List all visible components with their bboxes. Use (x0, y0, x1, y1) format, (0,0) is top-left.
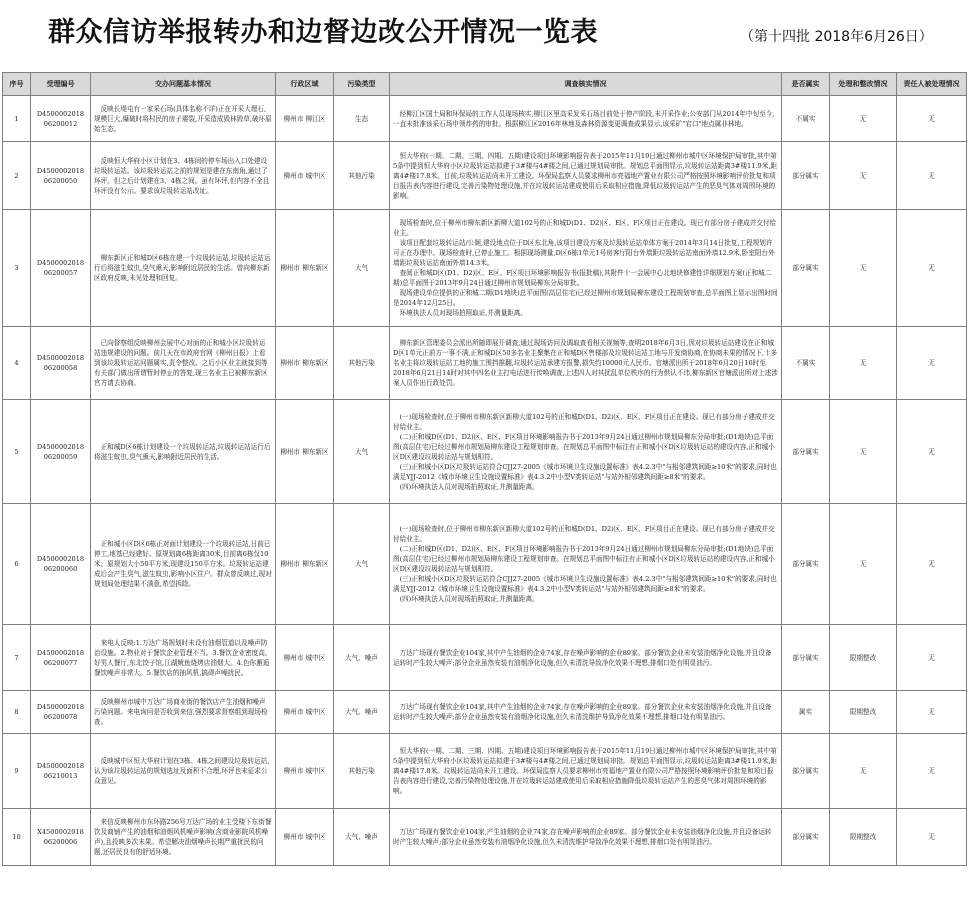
header-findings: 调查核实情况 (390, 73, 782, 96)
accountability-cell: 无 (897, 400, 967, 504)
index-cell: 10 (3, 809, 31, 866)
pollution-type-cell: 生态 (334, 96, 390, 142)
table-row (3, 504, 967, 625)
index-cell: 8 (3, 691, 31, 734)
table-row (3, 327, 967, 400)
header-handling: 处理和整改情况 (830, 73, 897, 96)
accountability-cell: 无 (897, 691, 967, 734)
handling-cell: 限期整改 (830, 691, 897, 734)
problem-text: 来信反映柳州市东环路256号万达广场的业主受楼下东街餐饮及商铺产生的油烟和油烟风机噪声影响(含商业影院风机噪声),且投映多次未果。希望解决油烟噪声长期严重扰民的问题,还居民良有的舒适环境。 (94, 818, 272, 856)
verified-cell: 不属实 (782, 96, 830, 142)
table-header-row (3, 73, 967, 96)
batch-date-subtitle: （第十四批 2018年6月26日） (740, 29, 933, 45)
problem-cell (91, 504, 276, 625)
index-cell: 1 (3, 96, 31, 142)
accountability-cell: 无 (897, 142, 967, 210)
findings-paragraph: 现场检查时,位于柳州市柳东新区新柳大道102号的正和城D(D1、D2)区、E区、F区项目正在建设。现已有部分房子建成并交付给业主。 (393, 219, 777, 237)
problem-cell (91, 625, 276, 691)
findings-paragraph: 该项目配套垃圾转运站/公厕,建设地点位于D区东北角,该项目建设方案及垃圾转运站单体方案于2014年3月14日批复,工程规划许可正在办理中。现场检查时,已停止施工。根据现场测量,D区6栋1单元1号房客厅阳台外墙距垃圾转运站南面外墙12.9米,卧室阳台外墙距垃圾转运站南面外墙14.3米。 (393, 239, 775, 267)
case-id-cell: D4500002018 06200050 (31, 142, 91, 210)
findings-paragraph: (一)现场检查时,位于柳州市柳东新区新柳大道102号的正和城D(D1、D2)区、E区、F区项目正在建设。现已有部分房子建成并交付给业主。 (393, 525, 775, 543)
handling-cell: 限期整改 (830, 809, 897, 866)
header-region: 行政区域 (276, 73, 334, 96)
handling-cell: 无 (830, 210, 897, 327)
problem-cell (91, 809, 276, 866)
page-title: 群众信访举报转办和边督边改公开情况一览表 (48, 17, 598, 48)
table-row (3, 625, 967, 691)
header-problem: 交办问题基本情况 (91, 73, 276, 96)
findings-paragraph: 恒大华府(一期、二期、三期、四期、五期)建设项目环境影响报告表于2015年11月19日通过柳州市城中区环境保护局审批,其中第5条中提到恒大华府小区垃圾转运站拟建于3#楼与4#楼之间,已通过规划局审批。规划总平面图显示,垃圾转运站距离3#楼11.9米,距离4#楼17.8米。目前,垃圾转运站尚未开工建设。环保局监察人员要求柳州市亮福地产置业有限公司严格按照环境影响评价批复和项目报告表内容进行建设,完善污染物处理设施,并在垃圾转运站建成使用后采取相应措施,降低垃圾转运站产生的恶臭气体对周围环境的影响。 (393, 151, 778, 200)
accountability-cell: 无 (897, 625, 967, 691)
findings-paragraph: 经柳江区国土局和环保局的工作人员现场核实,柳江区里高采发采石场目前处于停产阶段,未开采作业;公安部门从2014年中旬至今,一直未批准该采石场申领炸药的审批。根据柳江区2016年林地及森林资源变更调查成果显示,该采矿"宕口"地点属非林地。 (393, 109, 775, 128)
pollution-type-cell: 大气 (334, 504, 390, 625)
index-cell: 9 (3, 734, 31, 809)
problem-text: 来电人反映:1.万达广场规划时未设有油烟管道以及噪声防治设施。2.物业对于餐饮企业管理不当。3.餐饮企业密度高,好男人餐厅,东北饺子馆,江湖鱿鱼烧烤店油烟大。4.色你邂逅餐饮噪声非常大。5.餐饮店的抽风机,搞碍声噪扰民。 (94, 638, 270, 677)
findings-paragraph: (三)正和城小区D区垃圾转运站符合CJJ27-2005《城市环境卫生设施设置标准》表4.2.3中"与相邻建筑间距≥10米"的要求,同时也满足YJJ-2012《城市环境卫生设施设置标准》表4.3.2中小型V类转运站"与站外相邻建筑间距≥8米"的要求。 (393, 575, 777, 593)
problem-text: 正和城小区D区6栋正对面计划建设一个垃圾转运站,日前已停工,地基已经建好。原规划离6栋距离30米,目前离6栋仅10米。原规划大小50平方米,现建设150平方米。垃圾转运站建成后会产生臭气,滋生蚊虫,影响小区住户。群众曾反映过,现对规划局处理结果不满意,希望拆除。 (94, 540, 272, 588)
handling-cell: 无 (830, 734, 897, 809)
page-header (0, 0, 968, 62)
findings-paragraph: (二)正和城D区(D1、D2)区、E区、F区项目环境影响报告书于2013年9月24日通过柳州市规划局柳东分局审批;(D1地块)总平面图(高层住宅)已经过柳州市规划局柳东建设工程规划审查。在规划总平面图中标注有正和城小区D区垃圾转运站的建设内容,正和城小区D区建设垃圾转运站与规划相符。 (393, 545, 775, 573)
problem-cell (91, 734, 276, 809)
findings-paragraph: 恒大华府(一期、二期、三期、四期、五期)建设项目环境影响报告表于2015年11月19日通过柳州市城中区环境保护局审批,其中第5条中提到恒大华府小区垃圾转运站拟建于3#楼与4#楼之间,已通过规划局审批。规划总平面图显示,垃圾转运站距离3#楼11.9米,距离4#楼17.8米。垃圾转运站尚未开工建设。环保局监察人员要求柳州市亮福地产置业有限公司严格按照环境影响评价批复和项目报告表内容进行建设,完善污染物处理设施,并在垃圾转运站建成使用后采取相应措施降低垃圾转运站产生的恶臭气体对周围环境的影响。 (393, 747, 778, 795)
problem-cell (91, 400, 276, 504)
findings-paragraph: (四)环境执法人员对现场拍照取证,并测量距离。 (399, 482, 539, 491)
findings-paragraph: 万达广场现有餐饮企业104家,产生油烟的企业74家,存在噪声影响的企业89家。部分餐饮企业未安装油烟净化设施,并且设备运转时产生较大噪声;部分企业虽然安装有油烟净化设施,但久未清洗维护导致净化效果不理想,排烟口处有明显油污。 (393, 828, 772, 846)
index-cell: 6 (3, 504, 31, 625)
verified-cell: 部分属实 (782, 625, 830, 691)
case-id-cell: D4500002018 06210013 (31, 734, 91, 809)
problem-cell (91, 142, 276, 210)
findings-paragraph: (三)正和城小区D区垃圾转运站符合CJJ27-2005《城市环境卫生设施设置标准》表4.2.3中"与相邻建筑间距≥10米"的要求,同时也满足YJJ-2012《城市环境卫生设施设置标准》表4.3.2中小型V类转运站"与站外相邻建筑间距≥8米"的要求。 (393, 462, 777, 481)
case-id-cell: D4500002018 06200058 (31, 327, 91, 400)
problem-cell (91, 691, 276, 734)
verified-cell: 部分属实 (782, 142, 830, 210)
verified-cell: 部分属实 (782, 504, 830, 625)
findings-paragraph: 万达广场现有餐饮企业104家,其中产生油烟的企业74家,存在噪声影响的企业89家。部分餐饮企业未安装油烟净化设施,并且设备运转时产生较大噪声;部分企业虽然安装有油烟净化设施,但久未清洗导致净化效果不理想,排烟口处有明显油污。 (393, 648, 772, 667)
findings-cell (390, 504, 782, 625)
verified-cell: 部分属实 (782, 210, 830, 327)
findings-cell (390, 327, 782, 400)
problem-text: 反映城中区恒大华府计划在3栋、4栋之间建设垃圾转运站,认为该垃圾转运站的规划选址及面积不合理,环评也未征求公众意见。 (94, 757, 270, 785)
index-cell: 5 (3, 400, 31, 504)
handling-cell: 无 (830, 327, 897, 400)
problem-text: 已向督察组反映柳州会展中心对面的正和城小区垃圾转运站违规建设的问题。前几天在市政府官网《柳州日报》上看到该垃圾转运站问题属实,责令整改。之后小区业主就接到等有关部门做出所谓暂时停止的答复,现三名业主已被柳东新区官方请去协商。 (94, 339, 268, 387)
findings-paragraph: 柳东新区管理委员会派出所随即展开调查,通过现场访问及调取查看相关视频等,查明2018年6月3日,因对垃圾转运站建设在正和城D区1单元正前方一事不满,正和城D区50多名业主聚集在正和城D区售楼部及垃圾转运站工地与开发商协商,在协商未果的情况下,十多名业主将垃圾转运站工地的施工围挡推翻,垃圾转运站承建方报警,损失约10000元人民币。官塘派出所于2018年6月20日16时至2018年6月21日14时对其中四名业主打电话进行传唤调查,上述四人对其扰乱单位秩序的行为供认不讳,柳东新区官塘派出所对上述涉案人员作出行政处罚。 (393, 339, 778, 387)
findings-paragraph: 查阅正和城D区(D1、D2)区、E区、F区项目环境影响报告书(报批稿),其附件十一会展中心北地块修建性详细规划方案(正和城二期)总平面图于2013年9月24日通过柳州市规划局柳东分局审批。 (393, 269, 772, 287)
region-cell: 柳州市 柳东新区 (276, 400, 334, 504)
handling-cell: 限期整改 (830, 625, 897, 691)
problem-text: 柳东新区正和城D区6栋在建一个垃圾转运站,垃圾转运站运行后将滋生蚊虫,臭气熏天,影响附近居民的生活。曾向柳东新区政府反映,未见处理和回复。 (94, 254, 271, 282)
case-id-cell: D4500002018 06200057 (31, 210, 91, 327)
pollution-type-cell: 大气 (334, 210, 390, 327)
pollution-type-cell: 大气、噪声 (334, 809, 390, 866)
findings-paragraph: 现场建设单位提供的正和城二期(D1地块)总平面图(高层住宅)已经过柳州市规划局柳东建设工程规划审查,总平面图上显示出图时间是2014年12月25日。 (393, 289, 778, 307)
case-id-cell: D4500002018 06200059 (31, 400, 91, 504)
index-cell: 4 (3, 327, 31, 400)
findings-cell (390, 809, 782, 866)
accountability-cell: 无 (897, 210, 967, 327)
verified-cell: 属实 (782, 691, 830, 734)
region-cell: 柳州市 城中区 (276, 809, 334, 866)
table-row (3, 400, 967, 504)
pollution-type-cell: 其他污染 (334, 327, 390, 400)
findings-cell (390, 142, 782, 210)
findings-cell (390, 691, 782, 734)
case-id-cell: D4500002018 06200077 (31, 625, 91, 691)
problem-cell (91, 96, 276, 142)
findings-cell (390, 210, 782, 327)
findings-cell (390, 734, 782, 809)
findings-paragraph: (二)正和城D区(D1、D2)区、E区、F区项目环境影响报告书于2013年9月24日通过柳州市规划局柳东分局审批;(D1地块)总平面图(高层住宅)已经过柳州市规划局柳东建设工程规划审查。在规划总平面图中标注有正和城小区D区垃圾转运站的建设内容,正和城小区D区建设垃圾转运站与规划相符。 (393, 432, 775, 461)
table-row (3, 96, 967, 142)
case-id-cell: D4500002018 06200012 (31, 96, 91, 142)
accountability-cell: 无 (897, 734, 967, 809)
problem-text: 反映恒大华府小区计划在3、4栋间的停车场出入口处建设垃圾转运站。该垃圾转运站之前的规划是建在东南角,通过了环评。但之后计划建在3、4栋之间。虽有环评,但内容不全且环评没有公示。要求该垃圾转运站改址。 (94, 156, 270, 195)
findings-cell (390, 96, 782, 142)
problem-text: 反映长堤屯有一家采石场(具体名称不详)正在开采大理石,规模巨大,爆破时将村民的房子震裂,开采造成毁林毁草,破坏原始生态。 (94, 104, 272, 133)
header-index: 序号 (3, 73, 31, 96)
region-cell: 柳州市 柳东新区 (276, 327, 334, 400)
handling-cell: 无 (830, 142, 897, 210)
header-accountability: 责任人被处理情况 (897, 73, 967, 96)
verified-cell: 部分属实 (782, 809, 830, 866)
case-id-cell: D4500002018 06200078 (31, 691, 91, 734)
findings-paragraph: (一)现场检查时,位于柳州市柳东新区新柳大道102号的正和城D(D1、D2)区、E区、F区项目正在建设。现已有部分房子建成并交付给业主。 (393, 412, 775, 431)
region-cell: 柳州市 城中区 (276, 734, 334, 809)
problem-text: 反映柳州市城中万达广场商业街的餐饮店产生油烟和噪声污染问题。来电询问是否收到来信,强烈要求督察组到现场检查。 (94, 698, 268, 726)
problem-text: 正和城D区6栋计划建设一个垃圾转运站,垃圾转运站运行后将滋生蚊虫,臭气熏天,影响附近居民的生活。 (94, 442, 271, 461)
region-cell: 柳州市 柳东新区 (276, 504, 334, 625)
findings-paragraph: (四)环境执法人员对现场拍照取证,并测量距离。 (399, 595, 539, 603)
index-cell: 2 (3, 142, 31, 210)
case-id-cell: X4500002018 06200006 (31, 809, 91, 866)
region-cell: 柳州市 城中区 (276, 142, 334, 210)
header-verified: 是否属实 (782, 73, 830, 96)
findings-cell (390, 400, 782, 504)
accountability-cell: 无 (897, 327, 967, 400)
complaint-table (2, 72, 967, 866)
pollution-type-cell: 大气、噪声 (334, 625, 390, 691)
header-pollution-type: 污染类型 (334, 73, 390, 96)
header-case-id: 受理编号 (31, 73, 91, 96)
problem-cell (91, 327, 276, 400)
pollution-type-cell: 其他污染 (334, 734, 390, 809)
table-row (3, 809, 967, 866)
accountability-cell: 无 (897, 504, 967, 625)
table-row (3, 691, 967, 734)
case-id-cell: D4500002018 06200060 (31, 504, 91, 625)
region-cell: 柳州市 城中区 (276, 625, 334, 691)
region-cell: 柳州市 柳江区 (276, 96, 334, 142)
pollution-type-cell: 大气 (334, 400, 390, 504)
table-row (3, 142, 967, 210)
table-row (3, 734, 967, 809)
pollution-type-cell: 大气、噪声 (334, 691, 390, 734)
verified-cell: 部分属实 (782, 734, 830, 809)
handling-cell: 无 (830, 504, 897, 625)
index-cell: 7 (3, 625, 31, 691)
verified-cell: 不属实 (782, 327, 830, 400)
verified-cell: 部分属实 (782, 400, 830, 504)
pollution-type-cell: 其他污染 (334, 142, 390, 210)
table-row (3, 210, 967, 327)
problem-cell (91, 210, 276, 327)
findings-paragraph: 环境执法人员对现场拍照取证,并测量距离。 (399, 309, 527, 317)
handling-cell: 无 (830, 400, 897, 504)
findings-cell (390, 625, 782, 691)
region-cell: 柳州市 柳东新区 (276, 210, 334, 327)
accountability-cell: 无 (897, 809, 967, 866)
accountability-cell: 无 (897, 96, 967, 142)
findings-paragraph: 万达广场现有餐饮企业104家,其中产生油烟的企业74家,存在噪声影响的企业89家。部分餐饮企业未安装油烟净化设施,并且设备运转时产生较大噪声;部分企业虽然安装有油烟净化设施,但久未清洗维护导致净化效果不理想,排烟口处有明显油污。 (393, 703, 772, 721)
handling-cell: 无 (830, 96, 897, 142)
index-cell: 3 (3, 210, 31, 327)
region-cell: 柳州市 城中区 (276, 691, 334, 734)
